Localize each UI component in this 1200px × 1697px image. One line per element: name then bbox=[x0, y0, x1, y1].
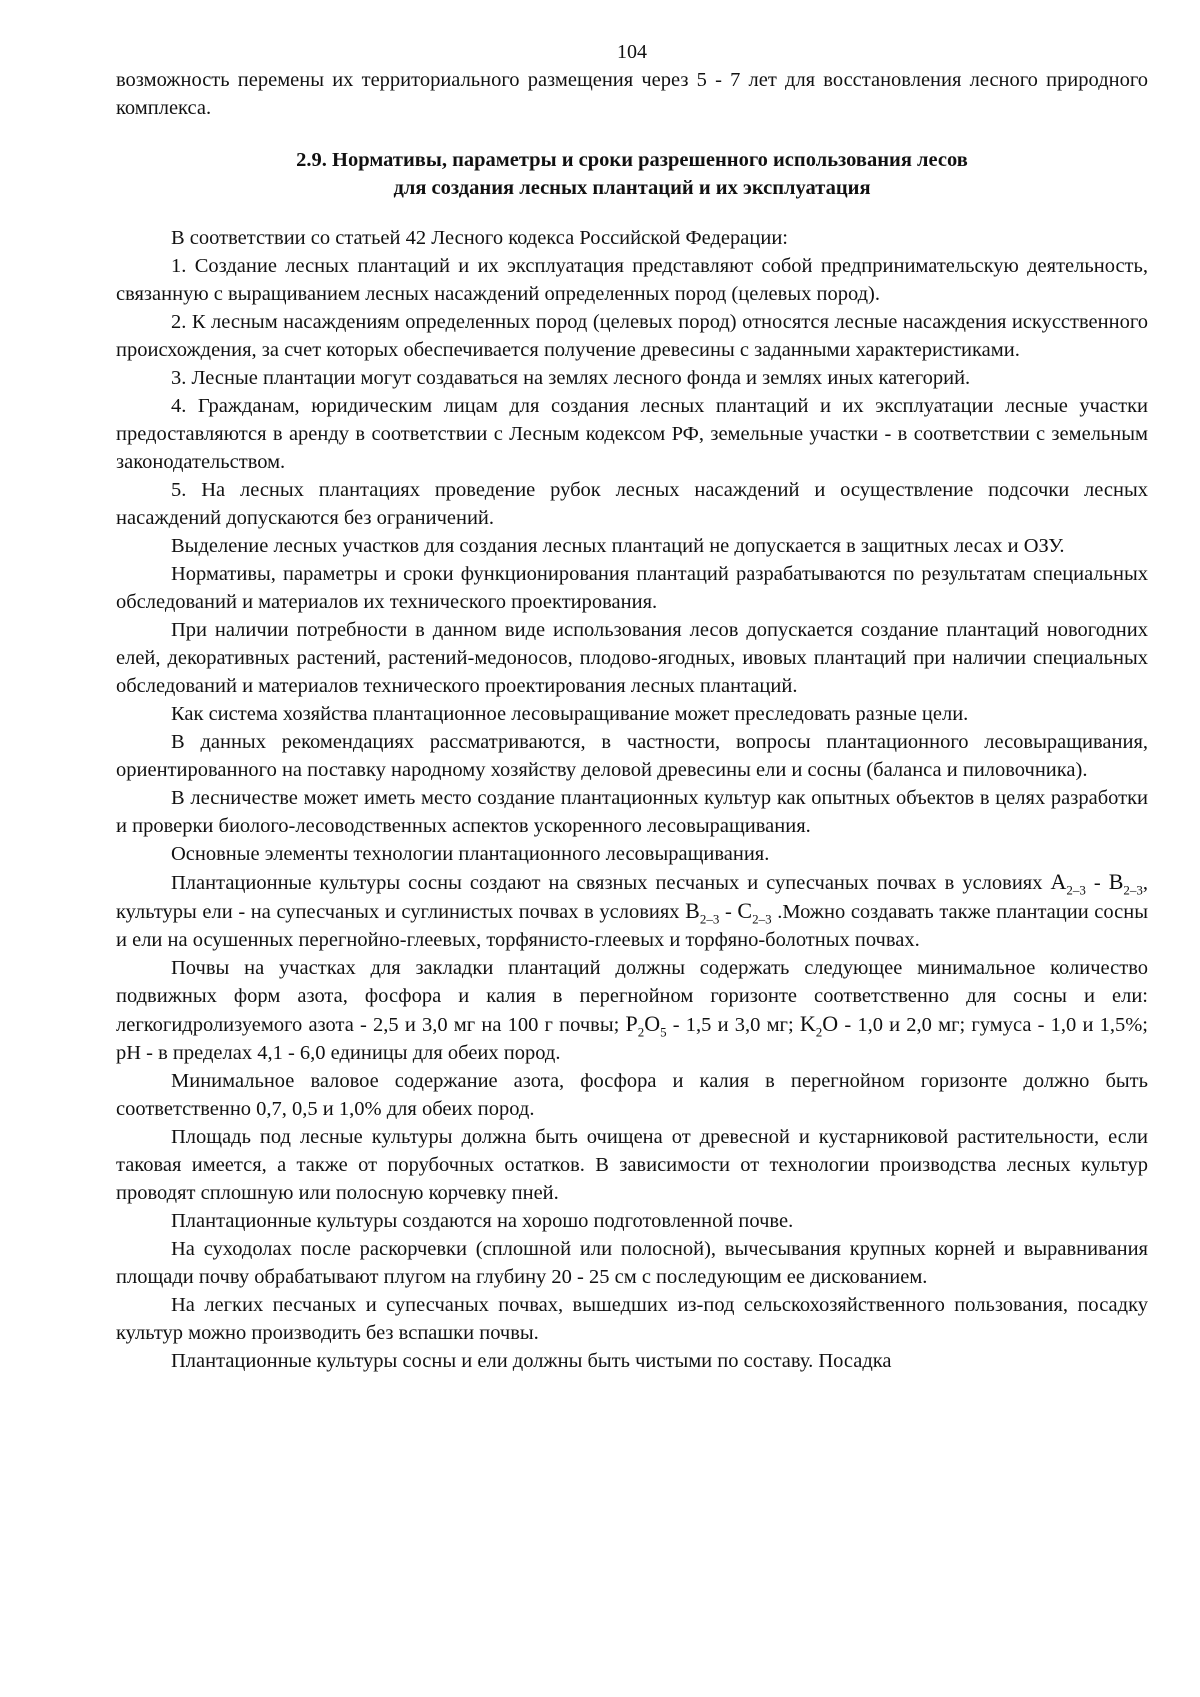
heading-line-2: для создания лесных плантаций и их эксплуатация bbox=[393, 177, 871, 199]
page-number: 104 bbox=[617, 41, 647, 63]
text-span: .Можно создавать также плантации сосны и ели на осушенных перегнойно-глеевых, торфянисто-глеевых и торфяно-болотных почвах. bbox=[116, 901, 1149, 951]
paragraph: На легких песчаных и супесчаных почвах, вышедших из-под сельскохозяйственного пользования, посадку культур можно производить без вспашки почвы. bbox=[116, 1294, 1148, 1344]
formula-letter: C bbox=[737, 898, 753, 923]
paragraph: В лесничестве может иметь место создание плантационных культур как опытных объектов в целях разработки и проверки биолого-лесоводственных аспектов ускоренного лесовыращивания. bbox=[116, 787, 1148, 837]
formula-subscript: 2 bbox=[637, 1024, 645, 1040]
paragraph: В данных рекомендациях рассматриваются, в частности, вопросы плантационного лесовыращивания, ориентированного на поставку народному хозяйству деловой древесины ели и сосны (баланса и пиловочника). bbox=[116, 731, 1148, 781]
formula-subscript: 2–3 bbox=[1123, 882, 1143, 898]
paragraph-conditions bbox=[116, 868, 1148, 954]
text-span: - bbox=[719, 901, 738, 923]
formula-letter: O bbox=[644, 1011, 661, 1036]
formula-subscript: 2–3 bbox=[752, 911, 772, 927]
formula-subscript: 2–3 bbox=[699, 911, 720, 927]
formula-letter: P bbox=[625, 1011, 638, 1036]
formula-b bbox=[1108, 869, 1143, 898]
paragraph: В соответствии со статьей 42 Лесного кодекса Российской Федерации: bbox=[171, 227, 788, 249]
paragraph: Минимальное валовое содержание азота, фосфора и калия в перегнойном горизонте должно быть соответственно 0,7, 0,5 и 1,0% для обеих пород. bbox=[116, 1070, 1148, 1120]
text-span: , культуры ели - на супесчаных и суглинистых почвах в условиях bbox=[116, 872, 1148, 923]
paragraph: Выделение лесных участков для создания лесных плантаций не допускается в защитных лесах и ОЗУ. bbox=[171, 535, 1065, 557]
formula-k2o bbox=[799, 1011, 839, 1040]
paragraph: 4. Гражданам, юридическим лицам для создания лесных плантаций и их эксплуатации лесные участки предоставляются в аренду в соответствии с Лесным кодексом РФ, земельные участки - в соответствии с земельным законодательством. bbox=[116, 395, 1148, 473]
paragraph: 2. К лесным насаждениям определенных пород (целевых пород) относятся лесные насаждения искусственного происхождения, за счет которых обеспечивается получение древесины с заданными характеристиками. bbox=[116, 311, 1148, 361]
paragraph: 1. Создание лесных плантаций и их эксплуатация представляют собой предпринимательскую деятельность, связанную с выращиванием лесных насаждений определенных пород (целевых пород). bbox=[116, 255, 1148, 305]
paragraph: 3. Лесные плантации могут создаваться на землях лесного фонда и землях иных категорий. bbox=[171, 367, 971, 389]
formula-letter: B bbox=[685, 898, 700, 923]
paragraph: Плантационные культуры создаются на хорошо подготовленной почве. bbox=[171, 1210, 794, 1232]
formula-subscript: 2 bbox=[815, 1024, 823, 1040]
text-span: - 1,0 и 2,0 мг; гумуса - 1,0 и 1,5%; рН - в пределах 4,1 - 6,0 единицы для обеих пород. bbox=[116, 1014, 1148, 1064]
text-span: Почвы на участках для закладки плантаций должны содержать следующее минимальное количество подвижных форм азота, фосфора и калия в перегнойном горизонте соответственно для сосны и ели: легкогидролизуемого азота - 2,5 и 3,0 мг на 100 г почвы; bbox=[116, 957, 1148, 1036]
intro-paragraph: возможность перемены их территориального размещения через 5 - 7 лет для восстановления лесного природного комплекса. bbox=[116, 69, 1148, 119]
formula-p2o5 bbox=[625, 1011, 667, 1040]
formula-b2 bbox=[685, 898, 720, 927]
formula-a bbox=[1050, 869, 1086, 898]
formula-letter: K bbox=[799, 1011, 816, 1036]
text-span: Плантационные культуры сосны создают на связных песчаных и супесчаных почвах в условиях bbox=[171, 872, 1051, 894]
paragraph: Как система хозяйства плантационное лесовыращивание может преследовать разные цели. bbox=[171, 703, 969, 725]
formula-c bbox=[737, 898, 772, 927]
paragraph: При наличии потребности в данном виде использования лесов допускается создание плантаций новогодних елей, декоративных растений, растений-медоносов, плодово-ягодных, ивовых плантаций при наличии специальных обследований и материалов технического проектирования лесных плантаций. bbox=[116, 619, 1148, 697]
text-span: - bbox=[1085, 872, 1109, 894]
paragraph: Площадь под лесные культуры должна быть очищена от древесной и кустарниковой растительности, если таковая имеется, а также от порубочных остатков. В зависимости от технологии производства лесных культур проводят сплошную или полосную корчевку пней. bbox=[116, 1126, 1148, 1204]
paragraph: 5. На лесных плантациях проведение рубок лесных насаждений и осуществление подсочки лесных насаждений допускаются без ограничений. bbox=[116, 479, 1148, 529]
formula-letter: A bbox=[1050, 869, 1067, 894]
heading-line-1: 2.9. Нормативы, параметры и сроки разрешенного использования лесов bbox=[296, 149, 968, 171]
paragraph: Основные элементы технологии плантационного лесовыращивания. bbox=[171, 843, 770, 865]
paragraph: Нормативы, параметры и сроки функционирования плантаций разрабатываются по результатам специальных обследований и материалов их технического проектирования. bbox=[116, 563, 1148, 613]
formula-letter: B bbox=[1108, 869, 1124, 894]
document-page bbox=[116, 38, 1148, 1375]
paragraph-nutrients bbox=[116, 954, 1148, 1067]
formula-subscript: 5 bbox=[660, 1024, 667, 1040]
paragraph: Плантационные культуры сосны и ели должны быть чистыми по составу. Посадка bbox=[171, 1350, 892, 1372]
section-heading bbox=[116, 146, 1148, 202]
paragraph: На суходолах после раскорчевки (сплошной или полосной), вычесывания крупных корней и выравнивания площади почву обрабатывают плугом на глубину 20 - 25 см с последующим ее дискованием. bbox=[116, 1238, 1148, 1288]
formula-subscript: 2–3 bbox=[1066, 882, 1086, 898]
formula-letter: O bbox=[822, 1011, 839, 1036]
text-span: - 1,5 и 3,0 мг; bbox=[666, 1014, 800, 1036]
